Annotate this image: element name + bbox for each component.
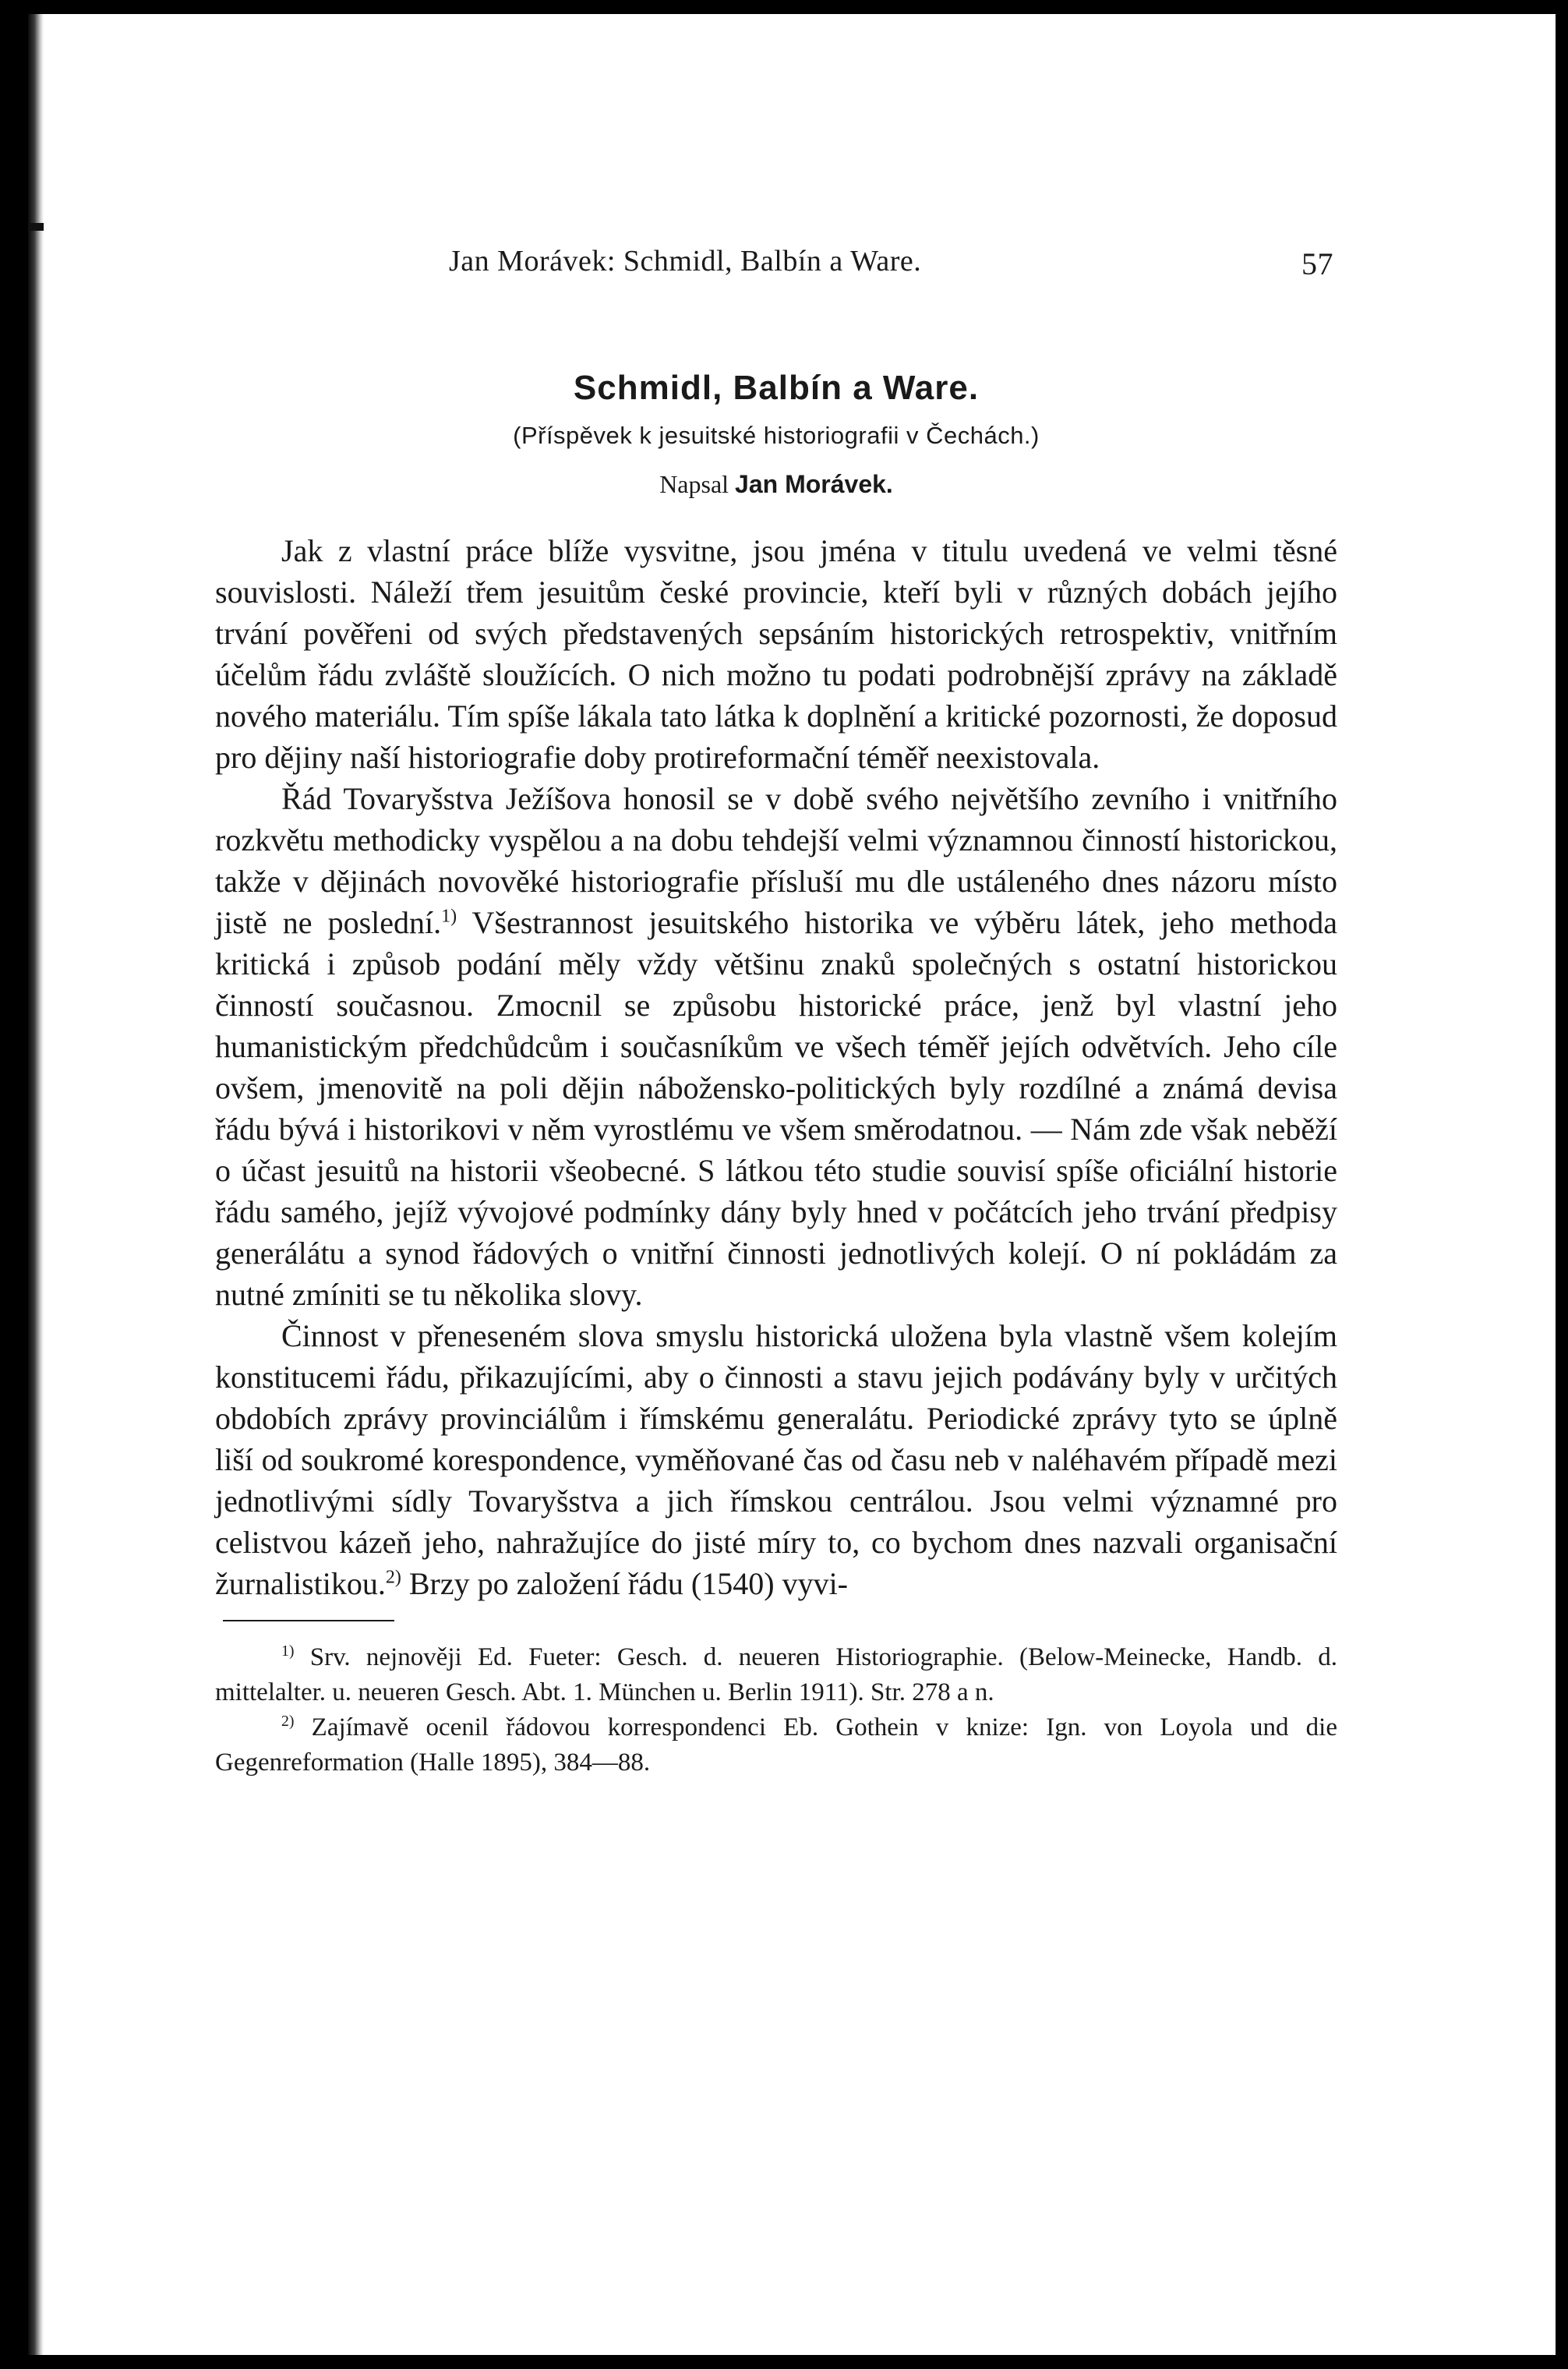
page-edge-mark [28,223,44,231]
footnote [215,1710,1337,1780]
body-text [215,530,1337,1604]
footnotes [215,1640,1337,1780]
paragraph [215,778,1337,1315]
paragraph [215,1315,1337,1604]
footnote-text: Zajímavě ocenil řádovou korrespondenci Eb. Gothein v knize: Ign. von Loyola und die Gegenreformation (Halle 1895), 384—88. [215,1713,1337,1777]
footnote-marker: 1) [281,1642,295,1660]
running-head-title: Jan Morávek: Schmidl, Balbín a Ware. [449,245,922,278]
paragraph-text: Činnost v přeneseném slova smyslu historická uložena byla vlastně všem kolejím konstitucemi řádu, přikazujícími, aby o činnosti a stavu jejich podávány byly v určitých obdobích zprávy provinciálům i římskému generalátu. Periodické zprávy tyto se úplně liší od soukromé korespondence, vyměňované čas od času neb v naléhavém případě mezi jednotlivými sídly Tovaryšstva a jich římskou centrálou. Jsou velmi významné pro celistvou kázeň jeho, nahražujíce do jisté míry to, co bychom dnes nazvali organisační žurnalistikou. [215,1318,1337,1601]
article-subtitle: (Příspěvek k jesuitské historiografii v Čechách.) [513,422,1040,449]
footnote [215,1640,1337,1710]
byline [215,470,1337,499]
page-edge-shadow [28,14,44,2355]
footnote-marker: 2) [281,1713,295,1730]
paragraph [215,530,1337,778]
article-title: Schmidl, Balbín a Ware. [573,369,980,407]
footnote-text: Srv. nejnověji Ed. Fueter: Gesch. d. neueren Historiographie. (Below-Meinecke, Handb. d. mittelalter. u. neueren Gesch. Abt. 1. München u. Berlin 1911). Str. 278 a n. [215,1643,1337,1706]
paragraph-text: Všestrannost jesuitského historika ve výběru látek, jeho methoda kritická i způsob podání měly vždy většinu znaků společných s ostatní historickou činností současnou. Zmocnil se způsobu historické práce, jenž byl vlastní jeho humanistickým předchůdcům i současníkům ve všech téměř jejích odvětvích. Jeho cíle ovšem, jmenovitě na poli dějin nábožensko-politických byly rozdílné a známá devisa řádu bývá i historikovi v něm vyrostlému ve všem směrodatnou. — Nám zde však neběží o účast jesuitů na historii všeobecné. S látkou této studie souvisí spíše oficiální historie řádu samého, jejíž vývojové podmínky dány byly hned v počátcích jeho trvání předpisy generálátu a synod řádových o vnitřní činnosti jednotlivých kolejí. O ní pokládám za nutné zmíniti se tu několika slovy. [215,905,1338,1312]
paragraph-text: Řád Tovaryšstva Ježíšova honosil se v době svého největšího zevního i vnitřního rozkvětu methodicky vyspělou a na dobu tehdejší velmi významnou činností historickou, takže v dějinách novověké historiografie přísluší mu dle ustáleného dnes názoru místo jistě ne poslední. [215,781,1337,940]
byline-prefix: Napsal [659,470,729,498]
scanned-page [28,14,1556,2355]
paragraph-text: Jak z vlastní práce blíže vysvitne, jsou jména v titulu uvedená ve velmi těsné souvislosti. Náleží třem jesuitům české provincie, kteří byli v různých dobách jejího trvání pověřeni od svých představených sepsáním historických retrospektiv, vnitřním účelům řádu zvláště sloužících. O nich možno tu podati podrobnější zprávy na základě nového materiálu. Tím spíše lákala tato látka k doplnění a kritické pozornosti, že doposud pro dějiny naší historiografie doby protireformační téměř neexistovala. [215,533,1337,775]
paragraph-text: Brzy po založení řádu (1540) vyvi- [401,1566,849,1601]
footnote-reference: 1) [441,906,457,927]
footnote-divider [223,1620,394,1621]
author-name: Jan Morávek. [735,470,893,498]
page-number: 57 [1301,246,1333,281]
running-head [215,236,1337,283]
page-content [215,236,1337,1780]
footnote-reference: 2) [385,1567,401,1588]
